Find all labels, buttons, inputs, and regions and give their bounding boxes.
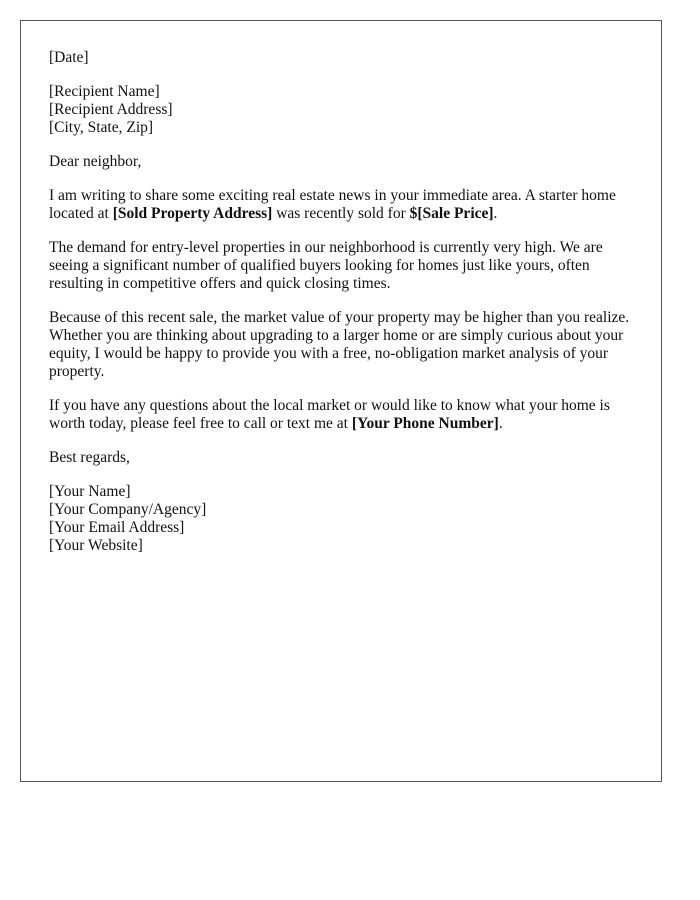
closing: Best regards,: [49, 449, 130, 466]
letter: [20, 20, 662, 782]
paragraph-contact-text-b: .: [498, 415, 503, 432]
paragraph-demand: The demand for entry-level properties in our neighborhood is currently very high. We are seeing a significant number of qualified buyers looking for homes just like yours, often resulting in competitive offers and quick closing times.: [49, 239, 603, 292]
phone-number: [Your Phone Number]: [351, 415, 499, 432]
salutation: Dear neighbor,: [49, 153, 142, 170]
sender-name: [Your Name]: [49, 483, 131, 500]
paragraph-news-text-a: I am writing to share some exciting real estate news in your immediate area. A starter home located at: [49, 187, 616, 222]
recipient-address: [Recipient Address]: [49, 101, 173, 118]
sold-property-address: [Sold Property Address]: [112, 205, 273, 222]
recipient-block: [49, 83, 633, 137]
paragraph-news-text-b: was recently sold for: [272, 205, 410, 222]
recipient-city-state-zip: [City, State, Zip]: [49, 119, 154, 136]
date-line: [Date]: [49, 49, 89, 66]
paragraph-contact: [49, 397, 633, 433]
signature-block: [49, 483, 633, 555]
sender-email: [Your Email Address]: [49, 519, 185, 536]
sale-price: $[Sale Price]: [409, 205, 494, 222]
recipient-name: [Recipient Name]: [49, 83, 160, 100]
sender-company: [Your Company/Agency]: [49, 501, 207, 518]
sender-website: [Your Website]: [49, 537, 143, 554]
paragraph-news: [49, 187, 633, 223]
paragraph-market-value: Because of this recent sale, the market value of your property may be higher than you realize. Whether you are thinking about upgrading to a larger home or are simply curious about your equity, I would be happy to provide you with a free, no-obligation market analysis of your property.: [49, 309, 630, 380]
paragraph-news-text-c: .: [493, 205, 498, 222]
paragraph-contact-text-a: If you have any questions about the local market or would like to know what your home is worth today, please feel free to call or text me at: [49, 397, 610, 432]
